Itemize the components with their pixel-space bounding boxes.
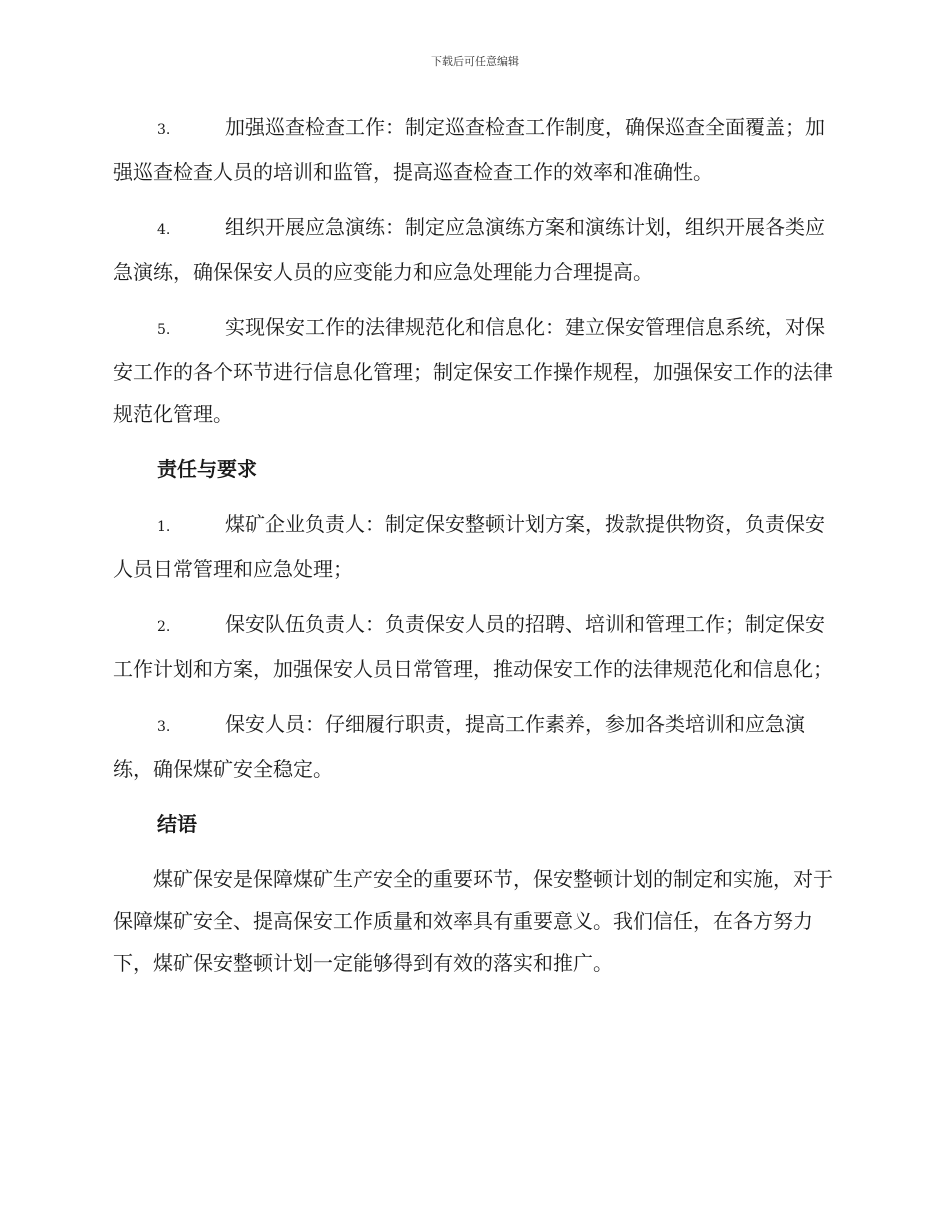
section-heading-responsibility: 责任与要求	[157, 457, 257, 481]
item-number: 5.	[157, 322, 171, 338]
page-content	[113, 106, 837, 984]
item-text: 保安队伍负责人：负责保安人员的招聘、培训和管理工作；制定保安工作计划和方案，加强保安人员日常管理，推动保安工作的法律规范化和信息化；	[113, 612, 833, 681]
conclusion-paragraph: 煤矿保安是保障煤矿生产安全的重要环节，保安整顿计划的制定和实施，对于保障煤矿安全、提高保安工作质量和效率具有重要意义。我们信任，在各方努力下，煤矿保安整顿计划一定能够得到有效的落实和推广。	[113, 867, 833, 975]
list-item	[113, 306, 837, 435]
item-number: 3.	[157, 719, 171, 735]
list-item	[113, 503, 837, 590]
item-text: 组织开展应急演练：制定应急演练方案和演练计划，组织开展各类应急演练，确保保安人员的应变能力和应急处理能力合理提高。	[113, 215, 825, 284]
item-number: 3.	[157, 122, 171, 138]
item-text: 加强巡查检查工作：制定巡查检查工作制度，确保巡查全面覆盖；加强巡查检查人员的培训和监管，提高巡查检查工作的效率和准确性。	[113, 115, 825, 184]
item-number: 2.	[157, 619, 171, 635]
section-heading-conclusion: 结语	[157, 812, 197, 836]
item-number: 1.	[157, 519, 171, 535]
item-text: 保安人员：仔细履行职责，提高工作素养，参加各类培训和应急演练，确保煤矿安全稳定。	[113, 712, 805, 781]
list-item	[113, 106, 837, 193]
item-number: 4.	[157, 222, 171, 238]
list-item	[113, 703, 837, 790]
item-text: 煤矿企业负责人：制定保安整顿计划方案，拨款提供物资，负责保安人员日常管理和应急处理；	[113, 512, 825, 581]
item-text: 实现保安工作的法律规范化和信息化：建立保安管理信息系统，对保安工作的各个环节进行信息化管理；制定保安工作操作规程，加强保安工作的法律规范化管理。	[113, 315, 833, 426]
list-item	[113, 206, 837, 293]
page-header: 下载后可任意编辑	[431, 55, 519, 68]
list-item	[113, 603, 837, 690]
